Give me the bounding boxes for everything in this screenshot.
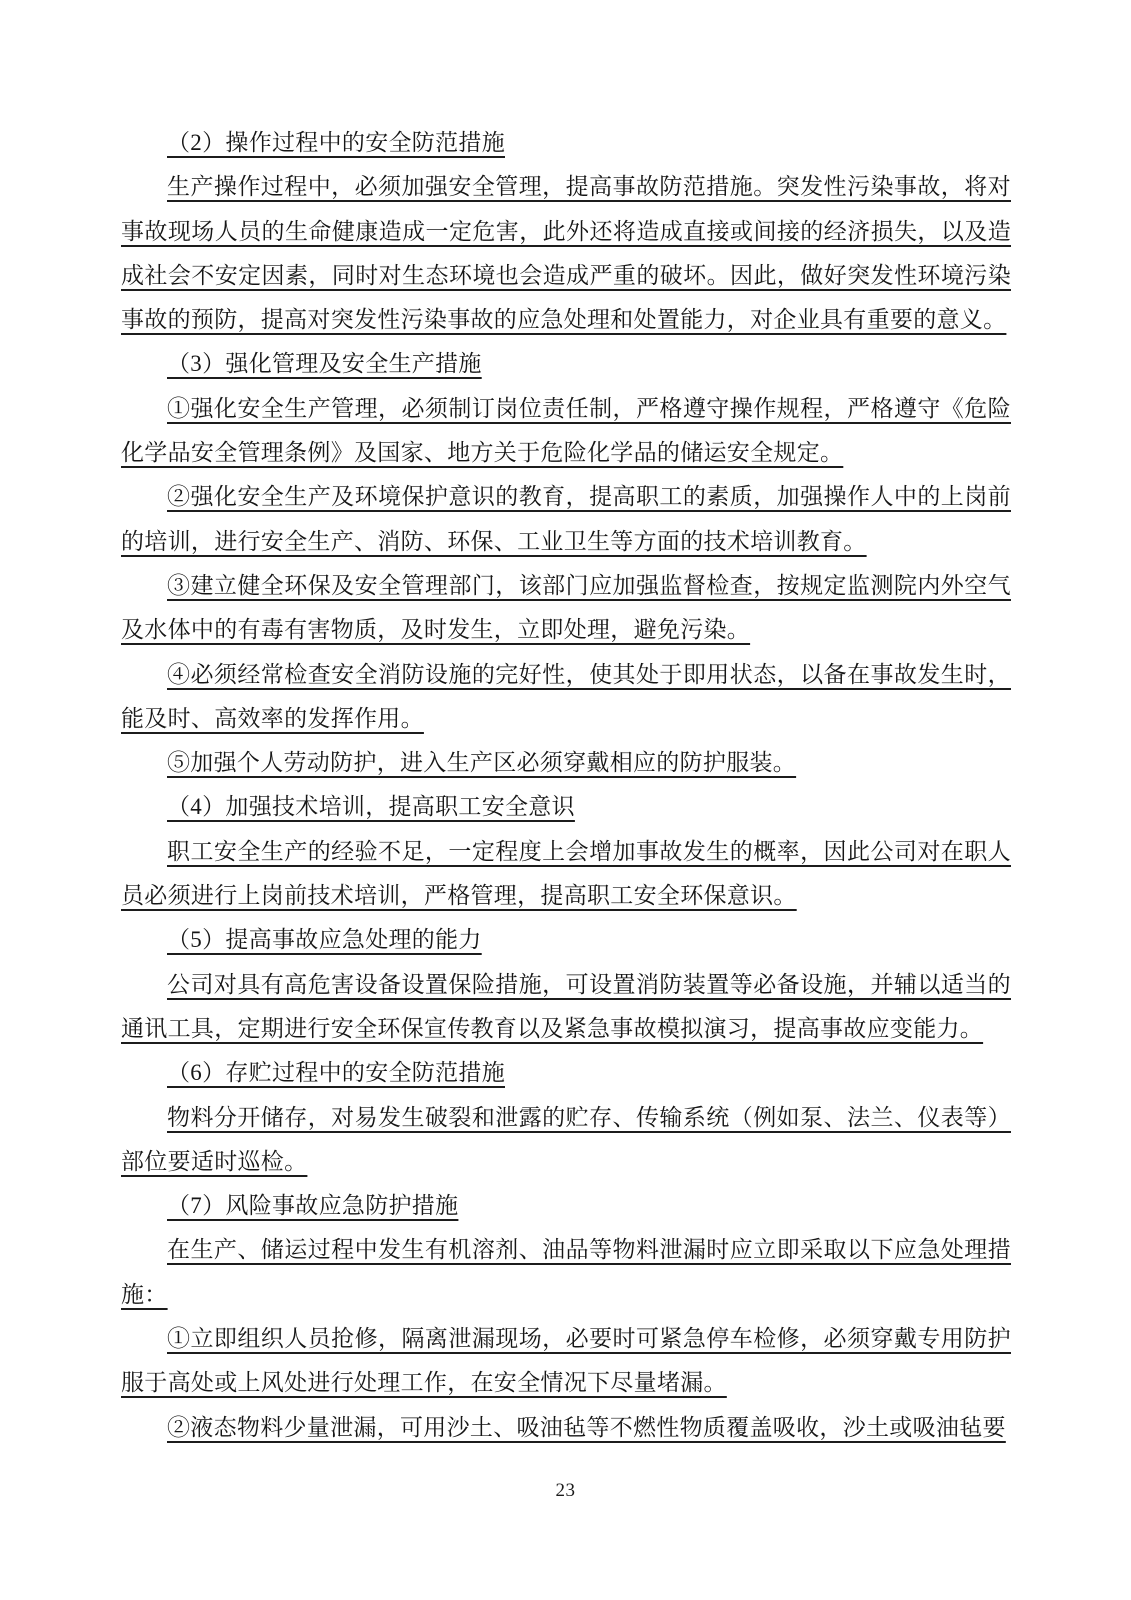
body-paragraph: ①立即组织人员抢修，隔离泄漏现场，必要时可紧急停车检修，必须穿戴专用防护服于高处或上风处进行处理工作，在安全情况下尽量堵漏。 (121, 1326, 1011, 1396)
body-paragraph: 公司对具有高危害设备设置保险措施，可设置消防装置等必备设施，并辅以适当的通讯工具，定期进行安全环保宣传教育以及紧急事故模拟演习，提高事故应变能力。 (121, 971, 1011, 1041)
section-heading: （6）存贮过程中的安全防范措施 (167, 1060, 505, 1086)
body-paragraph: ②强化安全生产及环境保护意识的教育，提高职工的素质，加强操作人中的上岗前的培训，进行安全生产、消防、环保、工业卫生等方面的技术培训教育。 (121, 484, 1011, 554)
body-paragraph: ④必须经常检查安全消防设施的完好性，使其处于即用状态，以备在事故发生时，能及时、高效率的发挥作用。 (121, 661, 1011, 731)
page-footer (0, 1480, 1131, 1502)
section-heading: （5）提高事故应急处理的能力 (167, 927, 482, 953)
section-heading: （7）风险事故应急防护措施 (167, 1193, 459, 1219)
page-number: 23 (555, 1480, 576, 1501)
document-body (121, 121, 1011, 1450)
body-paragraph: 物料分开储存，对易发生破裂和泄露的贮存、传输系统（例如泵、法兰、仪表等）部位要适时巡检。 (121, 1104, 1011, 1174)
body-paragraph: 生产操作过程中，必须加强安全管理，提高事故防范措施。突发性污染事故，将对事故现场人员的生命健康造成一定危害，此外还将造成直接或间接的经济损失，以及造成社会不安定因素，同时对生态环境也会造成严重的破坏。因此，做好突发性环境污染事故的预防，提高对突发性污染事故的应急处理和处置能力，对企业具有重要的意义。 (121, 174, 1011, 333)
body-paragraph: ①强化安全生产管理，必须制订岗位责任制，严格遵守操作规程，严格遵守《危险化学品安全管理条例》及国家、地方关于危险化学品的储运安全规定。 (121, 395, 1011, 466)
body-paragraph: 职工安全生产的经验不足，一定程度上会增加事故发生的概率，因此公司对在职人员必须进行上岗前技术培训，严格管理，提高职工安全环保意识。 (121, 838, 1011, 909)
body-paragraph: ⑤加强个人劳动防护，进入生产区必须穿戴相应的防护服装。 (167, 750, 797, 776)
body-paragraph: 在生产、储运过程中发生有机溶剂、油品等物料泄漏时应立即采取以下应急处理措施： (121, 1237, 1011, 1307)
section-heading: （3）强化管理及安全生产措施 (167, 351, 482, 377)
body-paragraph: ③建立健全环保及安全管理部门，该部门应加强监督检查，按规定监测院内外空气及水体中的有毒有害物质，及时发生，立即处理，避免污染。 (121, 572, 1011, 643)
body-paragraph: ②液态物料少量泄漏，可用沙土、吸油毡等不燃性物质覆盖吸收，沙土或吸油毡要 (167, 1414, 1006, 1440)
section-heading: （4）加强技术培训，提高职工安全意识 (167, 794, 575, 820)
section-heading: （2）操作过程中的安全防范措施 (167, 130, 505, 155)
